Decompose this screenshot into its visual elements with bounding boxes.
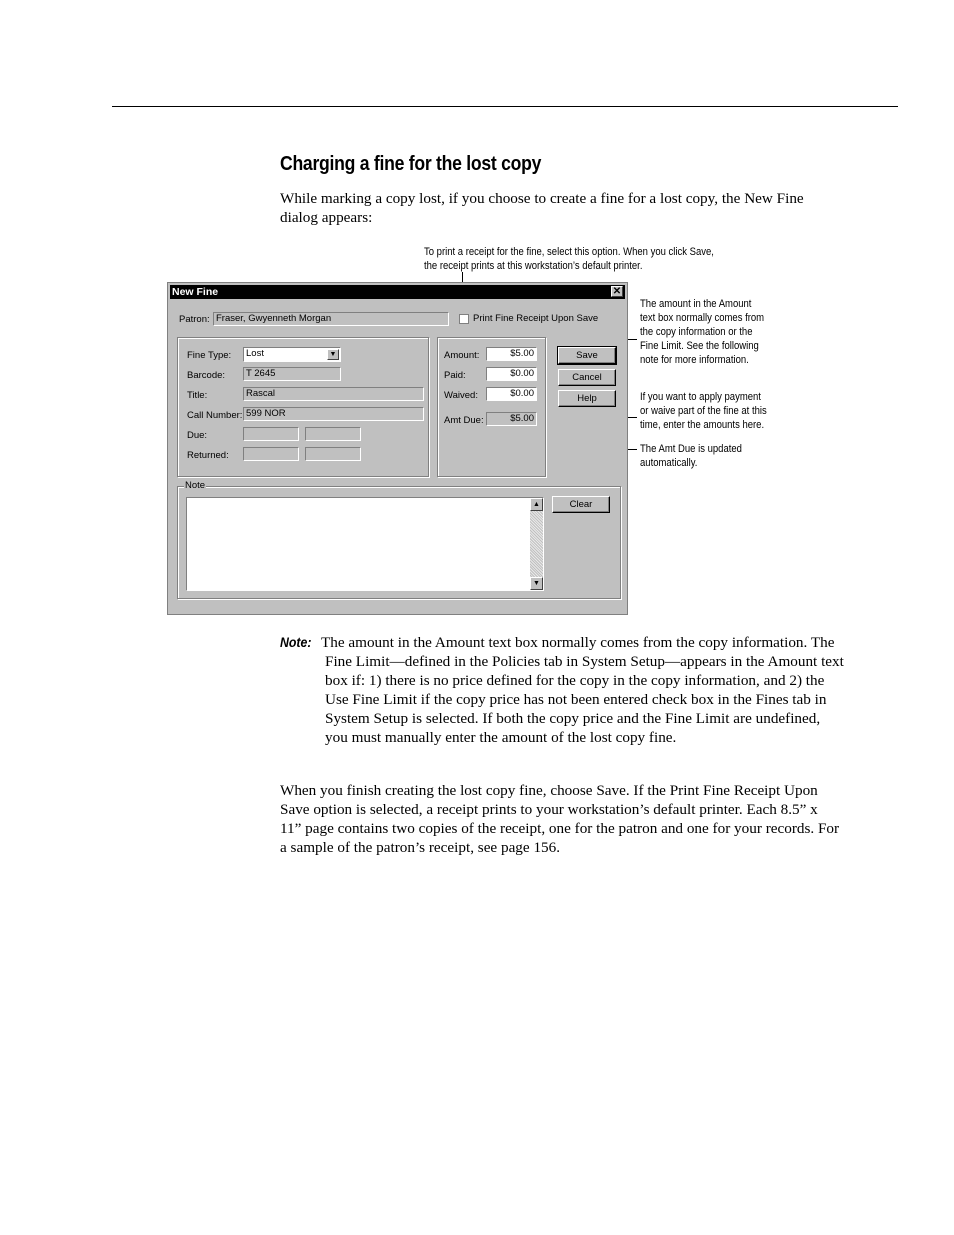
patron-label: Patron:	[179, 314, 210, 325]
note-group-label: Note	[185, 480, 206, 491]
cancel-button[interactable]: Cancel	[558, 369, 616, 386]
returned-date-field	[243, 447, 299, 461]
amt-due-label: Amt Due:	[444, 415, 484, 426]
section-heading: Charging a fine for the lost copy	[280, 153, 542, 175]
print-receipt-checkbox[interactable]	[459, 314, 469, 324]
due-time-field	[305, 427, 361, 441]
patron-field: Fraser, Gwyenneth Morgan	[213, 312, 449, 326]
close-icon[interactable]: ✕	[612, 286, 622, 297]
paid-label: Paid:	[444, 370, 466, 381]
intro-paragraph: While marking a copy lost, if you choose to create a fine for a lost copy, the New Fine dialog appears:	[280, 190, 804, 226]
note-textarea[interactable]	[186, 497, 544, 591]
note-block	[280, 633, 845, 747]
returned-label: Returned:	[187, 450, 229, 461]
callout-amount: The amount in the Amount text box normally comes from the copy information or the Fine Limit. See the following note for more information.	[640, 298, 765, 366]
closing-paragraph: When you finish creating the lost copy fine, choose Save. If the Print Fine Receipt Upon Save option is selected, a receipt prints to your workstation’s default printer. Each 8.5” x 11” page contains two copies of the receipt, one for the patron and one for your records. For a sample of the patron’s receipt, see page 156.	[280, 782, 840, 856]
amt-due-field: $5.00	[486, 412, 537, 426]
due-date-field	[243, 427, 299, 441]
note-text: The amount in the Amount text box normally comes from the copy information. The Fine Limit—defined in the Policies tab in System Setup—appears in the Amount text box if: 1) there is no price defined for the copy in the copy information, and 2) the Use Fine Limit if the copy price has not been entered check box in the Fines tab in System Setup is selected. If both the copy price and the Fine Limit are undefined, you must manually enter the amount of the lost copy fine.	[321, 634, 844, 746]
scroll-down-icon[interactable]: ▼	[530, 577, 543, 590]
waived-label: Waived:	[444, 390, 478, 401]
amount-label: Amount:	[444, 350, 480, 361]
call-number-field: 599 NOR	[243, 407, 424, 421]
returned-time-field	[305, 447, 361, 461]
barcode-label: Barcode:	[187, 370, 226, 381]
title-label: Title:	[187, 390, 208, 401]
fine-type-label: Fine Type:	[187, 350, 232, 361]
clear-button[interactable]: Clear	[552, 496, 610, 513]
help-button[interactable]: Help	[558, 390, 616, 407]
callout-payment: If you want to apply payment or waive part of the fine at this time, enter the amounts here.	[640, 391, 767, 431]
chevron-down-icon[interactable]: ▼	[327, 349, 339, 360]
title-field: Rascal	[243, 387, 424, 401]
dialog-titlebar	[170, 285, 625, 299]
print-receipt-label[interactable]: Print Fine Receipt Upon Save	[473, 313, 599, 324]
header-rule	[112, 106, 898, 107]
dialog-title: New Fine	[172, 286, 219, 298]
fine-type-select[interactable]: Lost ▼	[243, 347, 341, 362]
save-button[interactable]: Save	[558, 347, 616, 364]
waived-input[interactable]: $0.00	[486, 387, 537, 401]
due-label: Due:	[187, 430, 208, 441]
paid-input[interactable]: $0.00	[486, 367, 537, 381]
new-fine-dialog	[167, 282, 628, 615]
barcode-field: T 2645	[243, 367, 341, 381]
callout-amt-due: The Amt Due is updated automatically.	[640, 443, 742, 469]
note-scrollbar[interactable]	[530, 498, 543, 590]
amount-input[interactable]: $5.00	[486, 347, 537, 361]
callout-print-receipt: To print a receipt for the fine, select this option. When you click Save, the receipt prints at this workstation’s default printer.	[424, 246, 714, 272]
scroll-up-icon[interactable]: ▲	[530, 498, 543, 511]
call-number-label: Call Number:	[187, 410, 243, 421]
note-label: Note:	[280, 634, 312, 650]
